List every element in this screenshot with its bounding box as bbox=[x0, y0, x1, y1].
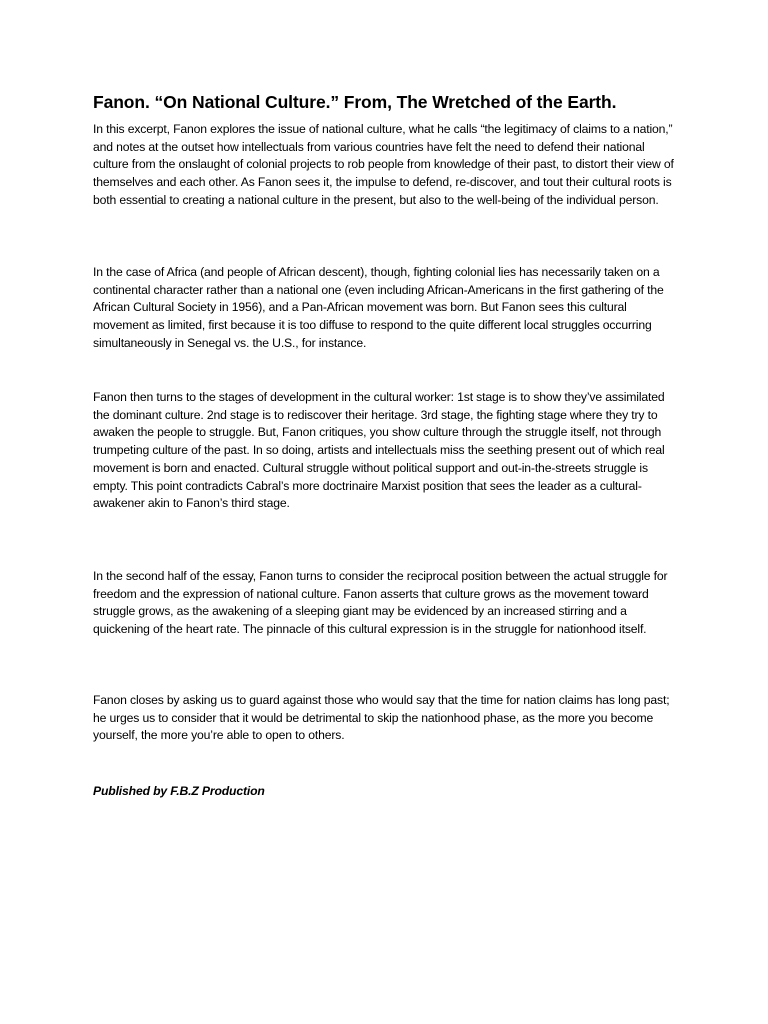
document-title: Fanon. “On National Culture.” From, The Wretched of the Earth. bbox=[93, 92, 617, 112]
paragraph-stages: Fanon then turns to the stages of development in the cultural worker: 1st stage is to show they’ve assimilated the dominant culture. 2nd stage is to rediscover their heritage. 3rd stage, the fighting stage where they try to awaken the people to struggle. But, Fanon critiques, you show culture through the struggle itself, not through trumpeting culture of the past. In so doing, artists and intellectuals miss the seething present out of which real movement is born and enacted. Cultural struggle without political support and out-in-the-streets struggle is empty. This point contradicts Cabral’s more doctrinaire Marxist position that sees the leader as a cultural-awakener akin to Fanon’s third stage. bbox=[93, 390, 665, 511]
paragraph-africa: In the case of Africa (and people of African descent), though, fighting colonial lies has necessarily taken on a continental character rather than a national one (even including African-Americans in the first gathering of the African Cultural Society in 1956), and a Pan-African movement was born. But Fanon sees this cultural movement as limited, first because it is too diffuse to respond to the quite different local struggles occurring simultaneously in Senegal vs. the U.S., for instance. bbox=[93, 265, 664, 350]
paragraph-second-half: In the second half of the essay, Fanon turns to consider the reciprocal position between the actual struggle for freedom and the expression of national culture. Fanon asserts that culture grows as the movement toward struggle grows, as the awakening of a sleeping giant may be evidenced by an increased stirring and a quickening of the heart rate. The pinnacle of this cultural expression is in the struggle for nationhood itself. bbox=[93, 569, 668, 637]
publisher-credit: Published by F.B.Z Production bbox=[93, 784, 265, 798]
paragraph-intro: In this excerpt, Fanon explores the issue of national culture, what he calls “the legitimacy of claims to a nation,” and notes at the outset how intellectuals from various countries have felt the need to defend their national culture from the onslaught of colonial projects to rob people from knowledge of their past, to distort their view of themselves and each other. As Fanon sees it, the impulse to defend, re-discover, and tout their cultural roots is both essential to creating a national culture in the present, but also to the well-being of the individual person. bbox=[93, 122, 674, 207]
paragraph-closing: Fanon closes by asking us to guard against those who would say that the time for nation claims has long past; he urges us to consider that it would be detrimental to skip the nationhood phase, as the more you become yourself, the more you’re able to open to others. bbox=[93, 693, 670, 743]
